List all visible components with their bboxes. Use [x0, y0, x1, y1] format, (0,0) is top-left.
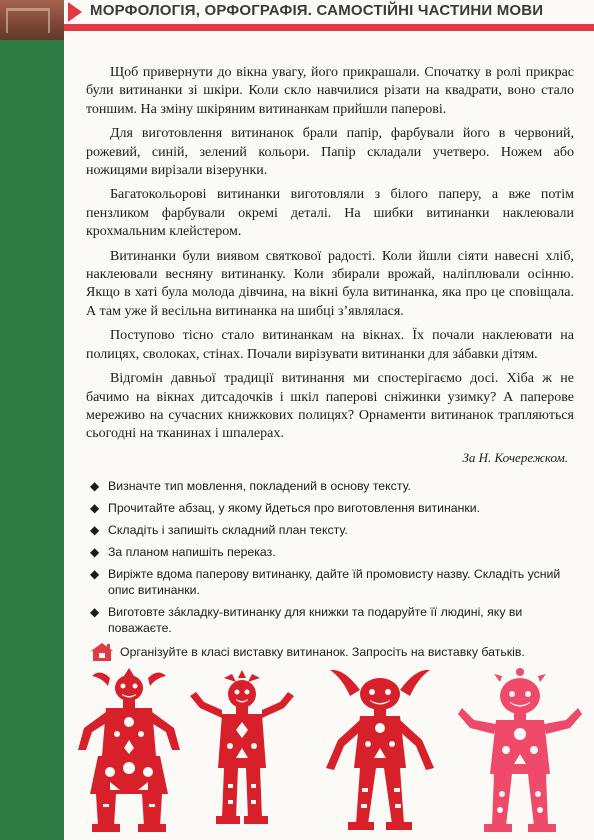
task-list: [86, 478, 574, 636]
diamond-bullet-icon: ◆: [90, 566, 100, 581]
diamond-bullet-icon: ◆: [90, 522, 100, 537]
source-attribution: За Н. Кочережком.: [462, 449, 568, 465]
task-text: Прочитайте абзац, у якому йдеться про виготовлення витинанки.: [108, 500, 481, 515]
task-item: [86, 544, 574, 560]
task-item: [86, 500, 574, 516]
chapter-header: [64, 0, 594, 34]
red-arrow-icon: [68, 2, 82, 22]
project-task-text: Організуйте в класі виставку витинанок. Запросіть на виставку батьків.: [120, 644, 525, 659]
chapter-title: МОРФОЛОГІЯ, ОРФОГРАФІЯ. САМОСТІЙНІ ЧАСТИНИ МОВИ: [90, 2, 544, 19]
building-photo-thumbnail: [0, 0, 64, 40]
header-red-bar: [64, 24, 594, 31]
task-item: [86, 566, 574, 598]
task-text: Визначте тип мовлення, покладений в основу тексту.: [108, 478, 411, 493]
text-paragraph-3: Багатокольорові витинанки виготовляли з білого паперу, а вже потім пензликом фарбували окремі деталі. На шибки витинанки наклеювали крохмальним клейстером.: [86, 187, 574, 240]
diamond-bullet-icon: ◆: [90, 478, 100, 493]
cutout-illustrations: [64, 650, 594, 840]
text-paragraph-2: Для виготовлення витинанок брали папір, фарбували його в червоний, рожевий, синій, зелений кольори. Папір складали учетверо. Ножем або ножицями вирізали візерунки.: [86, 126, 574, 179]
task-item: [86, 522, 574, 538]
task-text: Виготовте зáкладку-витинанку для книжки та подаруйте її людині, яку ви поважаєте.: [108, 604, 523, 635]
text-paragraph-6: Відгомін давньої традиції витинання ми спостерігаємо досі. Хіба ж не бачимо на вікнах дитсадочків і шкіл паперові сніжинки узимку? А паперове мереживо на сучасних книжкових полицях? Орнаменти витинанок трапляються сьогодні на тканинах і шпалерах.: [86, 371, 574, 442]
diamond-bullet-icon: ◆: [90, 604, 100, 619]
main-content: [86, 64, 574, 660]
folk-cutout-figure-2: [188, 668, 296, 836]
task-text: Виріжте вдома паперову витинанку, дайте їй промовисту назву. Складіть усний опис витинанки.: [108, 566, 561, 597]
folk-cutout-figure-3: [316, 664, 444, 838]
text-paragraph-5: Поступово тісно стало витинанкам на вікнах. Їх почали наклеювати на полицях, сволоках, стінах. Почали вирізувати витинанки для зáбавки дітям.: [86, 328, 574, 362]
task-item: [86, 478, 574, 494]
folk-cutout-figure-1: [70, 664, 188, 836]
diamond-bullet-icon: ◆: [90, 500, 100, 515]
task-text: Складіть і запишіть складний план тексту.: [108, 522, 348, 537]
green-sidebar: [0, 0, 64, 840]
task-item: [86, 604, 574, 636]
task-text: За планом напишіть переказ.: [108, 544, 276, 559]
text-paragraph-4: Витинанки були виявом святкової радості. Коли йшли сіяти навесні хліб, наклеювали весняну витинанку. Коли збирали врожай, наліплювали осінню. Якщо в хаті була молода дівчина, на вікні була витинанка, яка про це сповіщала. А там уже й весільна витинанка на шибці з’являлася.: [86, 248, 574, 319]
folk-cutout-figure-4: [454, 664, 586, 840]
diamond-bullet-icon: ◆: [90, 544, 100, 559]
text-paragraph-1: Щоб привернути до вікна увагу, його прикрашали. Спочатку в ролі прикрас були витинанки зі шкіри. Коли скло навчилися різати на квадрати, воно стало тоншим. На зміну шкіряним витинанкам прийшли паперові.: [86, 65, 574, 117]
